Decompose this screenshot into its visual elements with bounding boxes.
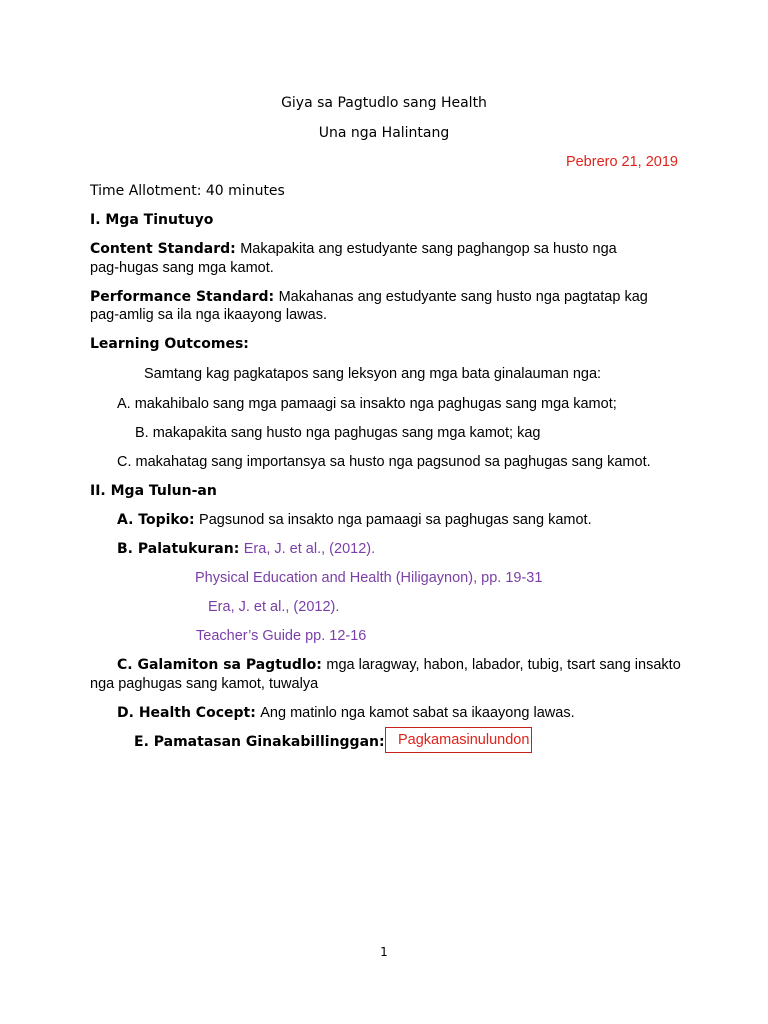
galamiton — [117, 656, 681, 674]
performance-standard-text-2: pag-amlig sa ila nga ikaayong lawas. — [90, 307, 327, 323]
time-allotment: Time Allotment: 40 minutes — [90, 183, 285, 199]
topiko-label: A. Topiko: — [117, 512, 195, 528]
learning-outcomes-intro: Samtang kag pagkatapos sang leksyon ang mga bata ginalauman nga: — [144, 366, 602, 382]
content-standard — [90, 240, 617, 258]
document-title: Giya sa Pagtudlo sang Health — [281, 95, 487, 111]
content-standard-text-1: Makapakita ang estudyante sang paghangop sa husto nga — [240, 241, 617, 257]
galamiton-text-1: mga laragway, habon, labador, tubig, tsart sang insakto — [326, 657, 681, 673]
palatukuran — [117, 540, 375, 558]
performance-standard-text-1: Makahanas ang estudyante sang husto nga pagtatap kag — [278, 289, 648, 305]
galamiton-label: C. Galamiton sa Pagtudlo: — [117, 657, 322, 673]
palatukuran-ref-4: Teacher’s Guide pp. 12-16 — [196, 628, 367, 644]
learning-outcomes-label: Learning Outcomes: — [90, 336, 249, 352]
health-concept — [117, 704, 575, 722]
palatukuran-ref-2: Physical Education and Health (Hiligaynon), pp. 19-31 — [195, 570, 543, 586]
pamatasan-value-box: Pagkamasinulundon — [385, 727, 532, 753]
content-standard-label: Content Standard: — [90, 241, 236, 257]
topiko-text: Pagsunod sa insakto nga pamaagi sa paghugas sang kamot. — [199, 512, 592, 528]
health-concept-label: D. Health Cocept: — [117, 705, 256, 721]
document-subtitle: Una nga Halintang — [318, 125, 450, 141]
performance-standard-label: Performance Standard: — [90, 289, 275, 305]
section1-heading: I. Mga Tinutuyo — [90, 212, 214, 228]
page-number: 1 — [380, 945, 388, 959]
health-concept-text: Ang matinlo nga kamot sabat sa ikaayong lawas. — [260, 705, 575, 721]
learning-outcome-c: C. makahatag sang importansya sa husto nga pagsunod sa paghugas sang kamot. — [117, 454, 651, 470]
learning-outcome-a: A. makahibalo sang mga pamaagi sa insakto nga paghugas sang mga kamot; — [117, 396, 617, 412]
topiko — [117, 511, 592, 529]
palatukuran-ref-3: Era, J. et al., (2012). — [208, 599, 340, 615]
section2-heading: II. Mga Tulun-an — [90, 483, 217, 499]
document-date: Pebrero 21, 2019 — [565, 154, 678, 170]
galamiton-text-2: nga paghugas sang kamot, tuwalya — [90, 676, 319, 692]
learning-outcome-b: B. makapakita sang husto nga paghugas sang mga kamot; kag — [135, 425, 541, 441]
performance-standard — [90, 288, 648, 306]
pamatasan-label: E. Pamatasan Ginakabillinggan: — [134, 734, 385, 750]
palatukuran-ref-1: Era, J. et al., (2012). — [243, 541, 376, 557]
palatukuran-label: B. Palatukuran: — [117, 541, 240, 557]
content-standard-text-2: pag-hugas sang mga kamot. — [90, 260, 274, 276]
